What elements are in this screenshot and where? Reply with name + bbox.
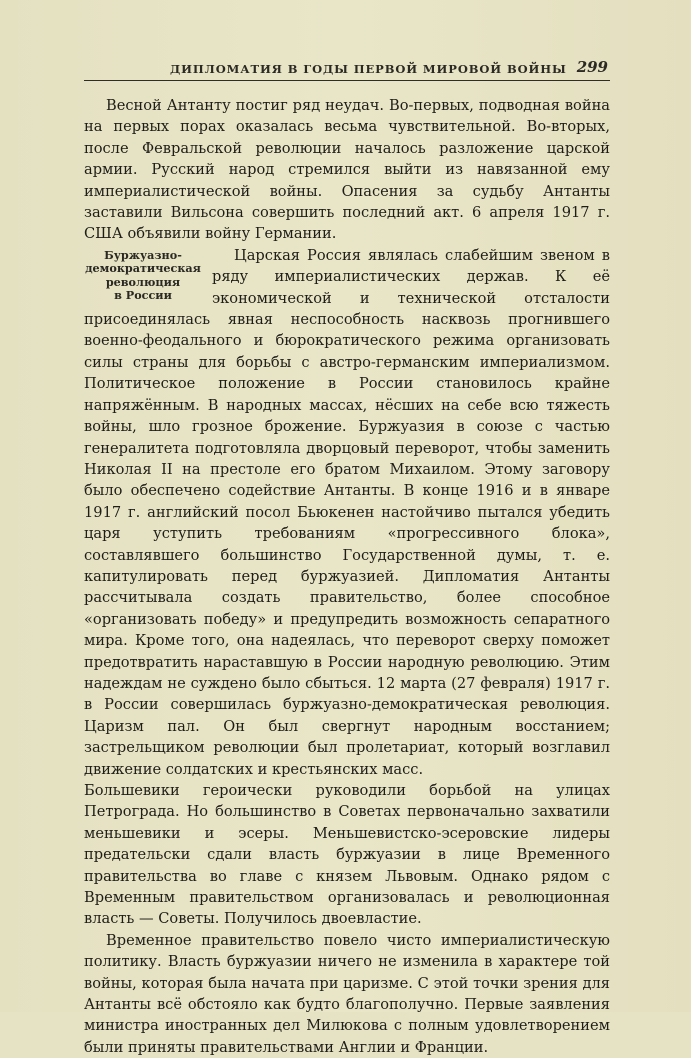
body-text [84,95,610,1058]
page-number: 299 [576,58,608,76]
header-rule [84,80,610,81]
margin-note [84,249,202,303]
page-header [82,60,610,78]
running-title: ДИПЛОМАТИЯ В ГОДЫ ПЕРВОЙ МИРОВОЙ ВОЙНЫ [170,62,567,76]
margin-note-line: революция [105,274,181,289]
margin-note-line: демократическая [85,261,201,276]
paragraph-4: Временное правительство повело чисто империалистическую политику. Власть буржуазии ничего не изменила в характере той войны, которая была начата при царизме. С этой точки зрения для Антанты всё обстояло как будто благополучно. Первые заявления министра иностранных дел Милюкова с полным удовлетворением были приняты правительствами Англии и Франции. [84,931,610,1056]
paragraph-2: Царская Россия являлась слабейшим звеном в ряду империалистических держав. К её экономической и технической отсталости присоединялась явная неспособность насквозь прогнившего военно-феодального и бюрократического режима организовать силы страны для борьбы с австро-германским империализмом. Политическое положение в России становилось крайне напряжённым. В народных массах, нёсших на себе всю тяжесть войны, шло грозное брожение. Буржуазия в союзе с частью генералитета подготовляла дворцовый переворот, чтобы заменить Николая II на престоле его братом Михаилом. Этому заговору было обеспечено содействие Антанты. В конце 1916 и в январе 1917 г. английский посол Бьюкенен настойчиво пытался убедить царя уступить требованиям «прогрессивного блока», составлявшего большинство Государственной думы, т. е. капитулировать перед буржуазией. Дипломатия Антанты рассчитывала создать правительство, более способное «организовать победу» и предупредить возможность сепаратного мира. Кроме того, она надеялась, что переворот сверху поможет предотвратить нараставшую в России народную революцию. Этим надеждам не суждено было сбыться. 12 марта (27 февраля) 1917 г. в России совершилась буржуазно-демократическая революция. Царизм пал. Он был свергнут народным восстанием; застрельщиком революции был пролетариат, который возглавил движение солдатских и крестьянских масс. [84,246,610,778]
margin-note-line: Буржуазно- [104,247,182,262]
paragraph-3: Большевики героически руководили борьбой на улицах Петрограда. Но большинство в Советах первоначально захватили меньшевики и эсеры. Меньшевистско-эсеровские лидеры предательски сдали власть буржуазии в лице Временного правительства во главе с князем Львовым. Однако рядом с Временным правительством организовалась и революционная власть — Советы. Получилось двоевластие. [84,782,610,928]
paragraph-1: Весной Антанту постиг ряд неудач. Во-первых, подводная война на первых порах оказалась весьма чувствительной. Во-вторых, после Февральской революции началось разложение царской армии. Русский народ стремился выйти из навязанной ему империалистической войны. Опасения за судьбу Антанты заставили Вильсона совершить последний акт. 6 апреля 1917 г. США объявили войну Германии. [84,97,610,243]
margin-note-line: в России [114,288,172,303]
